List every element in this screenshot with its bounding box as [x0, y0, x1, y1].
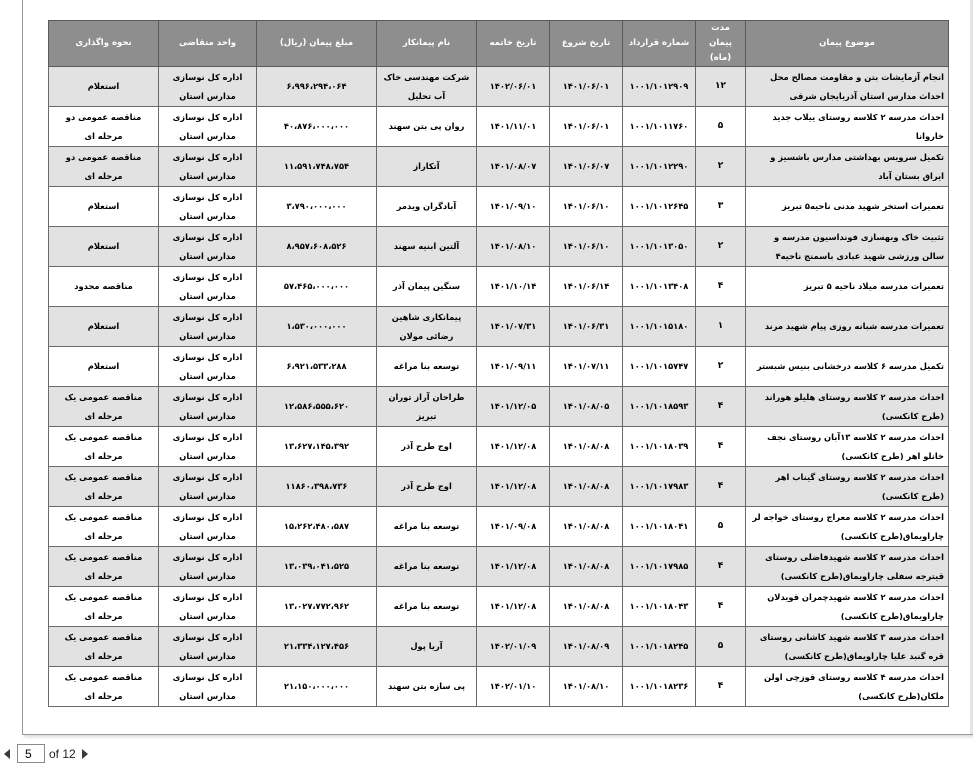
cell-end-date: ۱۴۰۱/۱۰/۱۴: [477, 267, 550, 307]
cell-end-date: ۱۴۰۱/۰۹/۱۱: [477, 347, 550, 387]
cell-amount: ۵۷،۴۶۵،۰۰۰،۰۰۰: [257, 267, 377, 307]
cell-requesting-unit: اداره کل نوسازی مدارس استان: [159, 507, 257, 547]
document-page: [22, 0, 973, 735]
cell-start-date: ۱۴۰۱/۰۸/۰۸: [550, 467, 623, 507]
cell-end-date: ۱۴۰۱/۰۹/۰۸: [477, 507, 550, 547]
cell-subject: احداث مدرسه ۲ کلاسه ۱۳آبان روستای نجف خانلو اهر (طرح کانکسی): [746, 427, 949, 467]
table-row: [49, 627, 949, 667]
table-row: [49, 267, 949, 307]
cell-contract-number: ۱۰۰۱/۱۰۱۲۶۴۵: [623, 187, 696, 227]
cell-requesting-unit: اداره کل نوسازی مدارس استان: [159, 227, 257, 267]
table-row: [49, 507, 949, 547]
header-award-method: نحوه واگذاری: [49, 21, 159, 67]
cell-amount: ۶،۹۲۱،۵۳۳،۲۸۸: [257, 347, 377, 387]
cell-subject: تکمیل سرویس بهداشتی مدارس باشسیز و ایراق بستان آباد: [746, 147, 949, 187]
cell-contract-number: ۱۰۰۱/۱۰۱۸۵۹۳: [623, 387, 696, 427]
cell-requesting-unit: اداره کل نوسازی مدارس استان: [159, 107, 257, 147]
cell-duration: ۳: [696, 187, 746, 227]
cell-end-date: ۱۴۰۱/۱۱/۰۱: [477, 107, 550, 147]
cell-contractor: سنگین پیمان آذر: [377, 267, 477, 307]
cell-subject: انجام آزمایشات بتن و مقاومت مصالح محل احداث مدارس استان آذربایجان شرقی: [746, 67, 949, 107]
cell-amount: ۲۱،۳۳۴،۱۲۷،۴۵۶: [257, 627, 377, 667]
cell-contract-number: ۱۰۰۱/۱۰۱۳۰۵۰: [623, 227, 696, 267]
cell-contractor: اوج طرح آذر: [377, 427, 477, 467]
cell-contract-number: ۱۰۰۱/۱۰۱۷۹۸۳: [623, 467, 696, 507]
cell-start-date: ۱۴۰۱/۰۶/۰۱: [550, 67, 623, 107]
cell-subject: تثبیت خاک وبهسازی فونداسیون مدرسه و سالن ورزشی شهید عبادی باسمنج ناحیه۴: [746, 227, 949, 267]
table-row: [49, 67, 949, 107]
cell-award-method: استعلام: [49, 307, 159, 347]
cell-amount: ۱،۵۳۰،۰۰۰،۰۰۰: [257, 307, 377, 347]
table-row: [49, 467, 949, 507]
cell-subject: احداث مدرسه ۲ کلاسه شهیدچمران قویدلان چاراویماق(طرح کانکسی): [746, 587, 949, 627]
cell-requesting-unit: اداره کل نوسازی مدارس استان: [159, 67, 257, 107]
cell-start-date: ۱۴۰۱/۰۷/۱۱: [550, 347, 623, 387]
cell-award-method: مناقصه عمومی یک مرحله ای: [49, 507, 159, 547]
cell-end-date: ۱۴۰۱/۰۸/۰۷: [477, 147, 550, 187]
table-row: [49, 547, 949, 587]
cell-contractor: روان پی بتن سهند: [377, 107, 477, 147]
table-row: [49, 387, 949, 427]
cell-requesting-unit: اداره کل نوسازی مدارس استان: [159, 627, 257, 667]
cell-start-date: ۱۴۰۱/۰۶/۰۱: [550, 107, 623, 147]
cell-amount: ۸،۹۵۷،۶۰۸،۵۲۶: [257, 227, 377, 267]
cell-award-method: مناقصه عمومی یک مرحله ای: [49, 587, 159, 627]
cell-requesting-unit: اداره کل نوسازی مدارس استان: [159, 587, 257, 627]
cell-subject: احداث مدرسه ۲ کلاسه معراج روستای خواجه لر چاراویماق(طرح کانکسی): [746, 507, 949, 547]
cell-start-date: ۱۴۰۱/۰۸/۰۵: [550, 387, 623, 427]
cell-end-date: ۱۴۰۱/۰۷/۳۱: [477, 307, 550, 347]
table-row: [49, 147, 949, 187]
cell-contractor: توسعه بنا مراغه: [377, 507, 477, 547]
cell-amount: ۱۵،۲۶۲،۴۸۰،۵۸۷: [257, 507, 377, 547]
cell-requesting-unit: اداره کل نوسازی مدارس استان: [159, 347, 257, 387]
cell-subject: تعمیرات استخر شهید مدنی ناحیه۵ تبریز: [746, 187, 949, 227]
cell-end-date: ۱۴۰۱/۱۲/۰۸: [477, 427, 550, 467]
cell-subject: احداث مدرسه ۳ کلاسه شهید کاشانی روستای قره گنبد علیا چاراویماق(طرح کانکسی): [746, 627, 949, 667]
cell-subject: احداث مدرسه ۲ کلاسه شهیدفاضلی روستای قیترجه سفلی چاراویماق(طرح کانکسی): [746, 547, 949, 587]
contracts-table: [48, 20, 949, 707]
table-row: [49, 107, 949, 147]
cell-award-method: مناقصه عمومی یک مرحله ای: [49, 667, 159, 707]
cell-contractor: شرکت مهندسی خاک آب تحلیل: [377, 67, 477, 107]
cell-duration: ۴: [696, 587, 746, 627]
cell-end-date: ۱۴۰۱/۱۲/۰۵: [477, 387, 550, 427]
cell-amount: ۶،۹۹۶،۲۹۴،۰۶۴: [257, 67, 377, 107]
cell-requesting-unit: اداره کل نوسازی مدارس استان: [159, 467, 257, 507]
cell-amount: ۱۳،۶۲۷،۱۴۵،۳۹۲: [257, 427, 377, 467]
header-contract-number: شماره قرارداد: [623, 21, 696, 67]
cell-duration: ۲: [696, 227, 746, 267]
cell-duration: ۱۲: [696, 67, 746, 107]
cell-contract-number: ۱۰۰۱/۱۰۱۵۷۴۷: [623, 347, 696, 387]
cell-duration: ۴: [696, 427, 746, 467]
cell-contractor: توسعه بنا مراغه: [377, 347, 477, 387]
cell-start-date: ۱۴۰۱/۰۸/۰۹: [550, 627, 623, 667]
cell-start-date: ۱۴۰۱/۰۶/۱۰: [550, 187, 623, 227]
cell-award-method: استعلام: [49, 227, 159, 267]
cell-award-method: مناقصه عمومی یک مرحله ای: [49, 627, 159, 667]
cell-subject: احداث مدرسه ۲ کلاسه روستای هلیلو هوراند (طرح کانکسی): [746, 387, 949, 427]
table-header-row: [49, 21, 949, 67]
cell-duration: ۴: [696, 267, 746, 307]
cell-contractor: آبادگران ویدمر: [377, 187, 477, 227]
cell-amount: ۱۲،۵۸۶،۵۵۵،۶۲۰: [257, 387, 377, 427]
cell-start-date: ۱۴۰۱/۰۶/۱۴: [550, 267, 623, 307]
cell-amount: ۱۳،۰۳۹،۰۴۱،۵۲۵: [257, 547, 377, 587]
cell-award-method: مناقصه عمومی دو مرحله ای: [49, 107, 159, 147]
header-requesting-unit: واحد متقاضی: [159, 21, 257, 67]
previous-page-icon[interactable]: [4, 749, 10, 759]
cell-requesting-unit: اداره کل نوسازی مدارس استان: [159, 547, 257, 587]
cell-start-date: ۱۴۰۱/۰۸/۰۸: [550, 587, 623, 627]
cell-requesting-unit: اداره کل نوسازی مدارس استان: [159, 387, 257, 427]
cell-end-date: ۱۴۰۲/۰۱/۰۹: [477, 627, 550, 667]
cell-contract-number: ۱۰۰۱/۱۰۱۷۹۸۵: [623, 547, 696, 587]
cell-duration: ۵: [696, 107, 746, 147]
pagination-bar: [0, 740, 973, 767]
header-amount: مبلغ پیمان (ریال): [257, 21, 377, 67]
header-contractor: نام پیمانکار: [377, 21, 477, 67]
cell-award-method: استعلام: [49, 187, 159, 227]
cell-amount: ۴۰،۸۷۶،۰۰۰،۰۰۰: [257, 107, 377, 147]
cell-contractor: توسعه بنا مراغه: [377, 587, 477, 627]
cell-amount: ۱۱،۵۹۱،۷۴۸،۷۵۴: [257, 147, 377, 187]
header-end-date: تاریخ خاتمه: [477, 21, 550, 67]
header-start-date: تاریخ شروع: [550, 21, 623, 67]
cell-contract-number: ۱۰۰۱/۱۰۱۳۴۰۸: [623, 267, 696, 307]
next-page-icon[interactable]: [82, 749, 88, 759]
cell-end-date: ۱۴۰۱/۰۹/۱۰: [477, 187, 550, 227]
cell-contract-number: ۱۰۰۱/۱۰۱۱۷۶۰: [623, 107, 696, 147]
cell-contractor: پیمانکاری شاهین رضائی مولان: [377, 307, 477, 347]
cell-amount: ۲۱،۱۵۰،۰۰۰،۰۰۰: [257, 667, 377, 707]
header-duration: مدت پیمان (ماه): [696, 21, 746, 67]
cell-start-date: ۱۴۰۱/۰۸/۰۸: [550, 547, 623, 587]
cell-subject: تکمیل مدرسه ۶ کلاسه درخشانی بنیس شبستر: [746, 347, 949, 387]
cell-duration: ۵: [696, 627, 746, 667]
cell-start-date: ۱۴۰۱/۰۶/۳۱: [550, 307, 623, 347]
cell-end-date: ۱۴۰۱/۱۲/۰۸: [477, 547, 550, 587]
cell-award-method: مناقصه عمومی یک مرحله ای: [49, 387, 159, 427]
cell-award-method: استعلام: [49, 347, 159, 387]
cell-duration: ۴: [696, 667, 746, 707]
cell-subject: تعمیرات مدرسه میلاد ناحیه ۵ تبریز: [746, 267, 949, 307]
cell-requesting-unit: اداره کل نوسازی مدارس استان: [159, 667, 257, 707]
cell-requesting-unit: اداره کل نوسازی مدارس استان: [159, 267, 257, 307]
table-row: [49, 667, 949, 707]
cell-amount: ۱۱۸۶۰،۳۹۸،۷۳۶: [257, 467, 377, 507]
table-row: [49, 587, 949, 627]
cell-duration: ۵: [696, 507, 746, 547]
cell-contractor: اوج طرح آذر: [377, 467, 477, 507]
cell-contractor: آریا پول: [377, 627, 477, 667]
cell-contract-number: ۱۰۰۱/۱۰۱۲۹۰۹: [623, 67, 696, 107]
table-row: [49, 427, 949, 467]
table-row: [49, 307, 949, 347]
page-number-input[interactable]: [17, 744, 45, 763]
cell-contractor: آلتین ابنیه سهند: [377, 227, 477, 267]
cell-duration: ۲: [696, 147, 746, 187]
cell-subject: احداث مدرسه ۲ کلاسه روستای گیناب اهر (طرح کانکسی): [746, 467, 949, 507]
cell-end-date: ۱۴۰۱/۰۸/۱۰: [477, 227, 550, 267]
cell-duration: ۱: [696, 307, 746, 347]
page-total-label: of 12: [49, 747, 76, 761]
cell-duration: ۲: [696, 347, 746, 387]
cell-requesting-unit: اداره کل نوسازی مدارس استان: [159, 427, 257, 467]
cell-contractor: آتکاراز: [377, 147, 477, 187]
cell-award-method: مناقصه عمومی یک مرحله ای: [49, 467, 159, 507]
cell-start-date: ۱۴۰۱/۰۸/۱۰: [550, 667, 623, 707]
cell-requesting-unit: اداره کل نوسازی مدارس استان: [159, 187, 257, 227]
cell-duration: ۴: [696, 387, 746, 427]
cell-amount: ۱۳،۰۲۷،۷۷۲،۹۶۲: [257, 587, 377, 627]
cell-award-method: استعلام: [49, 67, 159, 107]
cell-contract-number: ۱۰۰۱/۱۰۱۸۰۳۹: [623, 427, 696, 467]
table-row: [49, 347, 949, 387]
cell-contractor: توسعه بنا مراغه: [377, 547, 477, 587]
header-subject: موضوع پیمان: [746, 21, 949, 67]
cell-award-method: مناقصه عمومی یک مرحله ای: [49, 547, 159, 587]
cell-award-method: مناقصه عمومی یک مرحله ای: [49, 427, 159, 467]
cell-end-date: ۱۴۰۱/۱۲/۰۸: [477, 587, 550, 627]
cell-duration: ۴: [696, 467, 746, 507]
cell-start-date: ۱۴۰۱/۰۶/۱۰: [550, 227, 623, 267]
table-row: [49, 227, 949, 267]
cell-requesting-unit: اداره کل نوسازی مدارس استان: [159, 307, 257, 347]
cell-start-date: ۱۴۰۱/۰۸/۰۸: [550, 427, 623, 467]
cell-duration: ۴: [696, 547, 746, 587]
cell-subject: تعمیرات مدرسه شبانه روزی پیام شهید مرند: [746, 307, 949, 347]
cell-subject: احداث مدرسه ۲ کلاسه روستای ییلاب جدید خاروانا: [746, 107, 949, 147]
cell-award-method: مناقصه عمومی دو مرحله ای: [49, 147, 159, 187]
cell-requesting-unit: اداره کل نوسازی مدارس استان: [159, 147, 257, 187]
cell-contract-number: ۱۰۰۱/۱۰۱۲۲۹۰: [623, 147, 696, 187]
cell-amount: ۳،۷۹۰،۰۰۰،۰۰۰: [257, 187, 377, 227]
cell-contract-number: ۱۰۰۱/۱۰۱۸۲۴۵: [623, 627, 696, 667]
cell-start-date: ۱۴۰۱/۰۶/۰۷: [550, 147, 623, 187]
cell-award-method: مناقصه محدود: [49, 267, 159, 307]
cell-start-date: ۱۴۰۱/۰۸/۰۸: [550, 507, 623, 547]
cell-end-date: ۱۴۰۱/۱۲/۰۸: [477, 467, 550, 507]
cell-end-date: ۱۴۰۲/۰۶/۰۱: [477, 67, 550, 107]
cell-contract-number: ۱۰۰۱/۱۰۱۵۱۸۰: [623, 307, 696, 347]
cell-contract-number: ۱۰۰۱/۱۰۱۸۰۴۳: [623, 587, 696, 627]
cell-contractor: پی سازه بتن سهند: [377, 667, 477, 707]
table-row: [49, 187, 949, 227]
cell-contract-number: ۱۰۰۱/۱۰۱۸۰۴۱: [623, 507, 696, 547]
cell-end-date: ۱۴۰۲/۰۱/۱۰: [477, 667, 550, 707]
cell-subject: احداث مدرسه ۴ کلاسه روستای قوزچی اولن ملکان(طرح کانکسی): [746, 667, 949, 707]
cell-contractor: طراحان آراز توران تبریز: [377, 387, 477, 427]
cell-contract-number: ۱۰۰۱/۱۰۱۸۲۳۶: [623, 667, 696, 707]
